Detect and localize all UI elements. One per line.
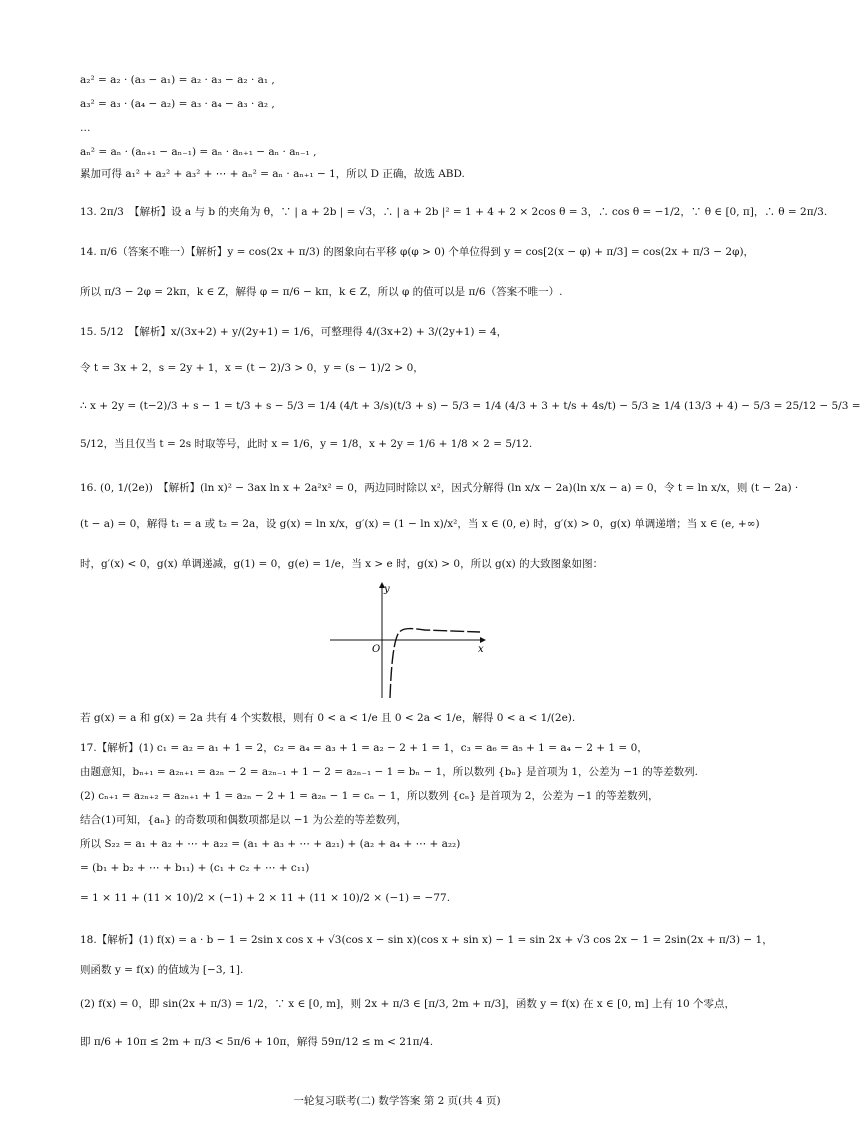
text-line: 结合(1)可知，{aₙ} 的奇数项和偶数项都是以 −1 为公差的等差数列， (80, 814, 408, 826)
text-line: 17.【解析】(1) c₁ = a₂ = a₁ + 1 = 2，c₂ = a₄ = a₃ + 1 = a₂ − 2 + 1 = 1，c₃ = a₆ = a₅ + 1 = a₄ − 2 + 1 = 0， (80, 742, 648, 754)
text-line: = 1 × 11 + (11 × 10)/2 × (−1) + 2 × 11 + (11 × 10)/2 × (−1) = −77. (80, 892, 451, 904)
curve-g (390, 629, 480, 698)
graph-of-g (330, 580, 490, 700)
text-line: 所以 S₂₂ = a₁ + a₂ + ⋯ + a₂₂ = (a₁ + a₃ + ⋯ + a₂₁) + (a₂ + a₄ + ⋯ + a₂₂) (80, 838, 461, 850)
x-axis-label: x (478, 644, 484, 655)
text-line: 18.【解析】(1) f(x) = a · b − 1 = 2sin x cos x + √3(cos x − sin x)(cos x + sin x) − 1 = sin 2x + √3 cos 2x − 1 = 2sin(2x + π/3) − 1， (80, 934, 773, 946)
origin-label: O (372, 644, 381, 655)
text-line: … (80, 122, 91, 134)
text-line: = (b₁ + b₂ + ⋯ + b₁₁) + (c₁ + c₂ + ⋯ + c₁₁) (80, 862, 310, 874)
text-line: 则函数 y = f(x) 的值域为 [−3, 1]. (80, 964, 244, 976)
text-line: 累加可得 a₁² + a₂² + a₃² + ⋯ + aₙ² = aₙ · aₙ₊₁ − 1，所以 D 正确，故选 ABD. (80, 168, 465, 180)
text-line: aₙ² = aₙ · (aₙ₊₁ − aₙ₋₁) = aₙ · aₙ₊₁ − aₙ · aₙ₋₁ , (80, 146, 317, 158)
text-line: 即 π/6 + 10π ≤ 2m + π/3 < 5π/6 + 10π，解得 59π/12 ≤ m < 21π/4. (80, 1036, 434, 1048)
text-line: 所以 π/3 − 2φ = 2kπ，k ∈ Z，解得 φ = π/6 − kπ，k ∈ Z，所以 φ 的值可以是 π/6（答案不唯一）. (80, 286, 563, 298)
text-line: a₂² = a₂ · (a₃ − a₁) = a₂ · a₃ − a₂ · a₁ , (80, 74, 275, 86)
text-line: 由题意知，bₙ₊₁ = a₂ₙ₊₁ = a₂ₙ − 2 = a₂ₙ₋₁ + 1 − 2 = a₂ₙ₋₁ − 1 = bₙ − 1，所以数列 {bₙ} 是首项为 1，公差为 −1 的等差数列. (80, 766, 699, 778)
text-line: (2) f(x) = 0，即 sin(2x + π/3) = 1/2，∵ x ∈ [0, m]，则 2x + π/3 ∈ [π/3, 2m + π/3]，函数 y = f(x) 在 x ∈ [0, m] 上有 10 个零点， (80, 998, 736, 1010)
text-line: 15. 5/12 【解析】x/(3x+2) + y/(2y+1) = 1/6，可整理得 4/(3x+2) + 3/(2y+1) = 4， (80, 326, 508, 338)
text-line: (2) cₙ₊₁ = a₂ₙ₊₂ = a₂ₙ₊₁ + 1 = a₂ₙ − 2 + 1 = a₂ₙ − 1 = cₙ − 1，所以数列 {cₙ} 是首项为 2，公差为 −1 的等差数列， (80, 790, 659, 802)
text-line: 若 g(x) = a 和 g(x) = 2a 共有 4 个实数根，则有 0 < a < 1/e 且 0 < 2a < 1/e，解得 0 < a < 1/(2e). (80, 712, 576, 724)
text-line: 5/12，当且仅当 t = 2s 时取等号，此时 x = 1/6，y = 1/8，x + 2y = 1/6 + 1/8 × 2 = 5/12. (80, 438, 533, 450)
text-line: 令 t = 3x + 2，s = 2y + 1，x = (t − 2)/3 > 0，y = (s − 1)/2 > 0， (80, 362, 424, 374)
text-line: 14. π/6（答案不唯一）【解析】y = cos(2x + π/3) 的图象向右平移 φ(φ > 0) 个单位得到 y = cos[2(x − φ) + π/3] = cos(2x + π/3 − 2φ)， (80, 246, 755, 258)
x-axis-arrow (480, 637, 486, 643)
text-line: (t − a) = 0，解得 t₁ = a 或 t₂ = 2a，设 g(x) = ln x/x，g′(x) = (1 − ln x)/x²，当 x ∈ (0, e) 时，g′(x) > 0，g(x) 单调递增；当 x ∈ (e, +∞) (80, 518, 760, 530)
text-line: 16. (0, 1/(2e)) 【解析】(ln x)² − 3ax ln x + 2a²x² = 0，两边同时除以 x²，因式分解得 (ln x/x − 2a)(ln x/x − a) = 0，令 t = ln x/x，则 (t − 2a) · (80, 482, 799, 494)
text-line: 时，g′(x) < 0，g(x) 单调递减，g(1) = 0，g(e) = 1/e，当 x > e 时，g(x) > 0，所以 g(x) 的大致图象如图： (80, 558, 604, 570)
text-line: a₃² = a₃ · (a₄ − a₂) = a₃ · a₄ − a₃ · a₂ , (80, 98, 275, 110)
text-line: 13. 2π/3 【解析】设 a 与 b 的夹角为 θ，∵ | a + 2b | = √3，∴ | a + 2b |² = 1 + 4 + 2 × 2cos θ = 3，∴ cos θ = −1/2，∵ θ ∈ [0, π]，∴ θ = 2π/3. (80, 206, 828, 218)
y-axis-label: y (384, 584, 390, 595)
page-footer: 一轮复习联考(二) 数学答案 第 2 页(共 4 页) (293, 1095, 501, 1107)
text-line: ∴ x + 2y = (t−2)/3 + s − 1 = t/3 + s − 5/3 = 1/4 (4/t + 3/s)(t/3 + s) − 5/3 = 1/4 (4/3 + 3 + t/s + 4s/t) − 5/3 ≥ 1/4 (13/3 + 4) − 5/3 = 25/12 − 5/3 = (80, 400, 861, 412)
